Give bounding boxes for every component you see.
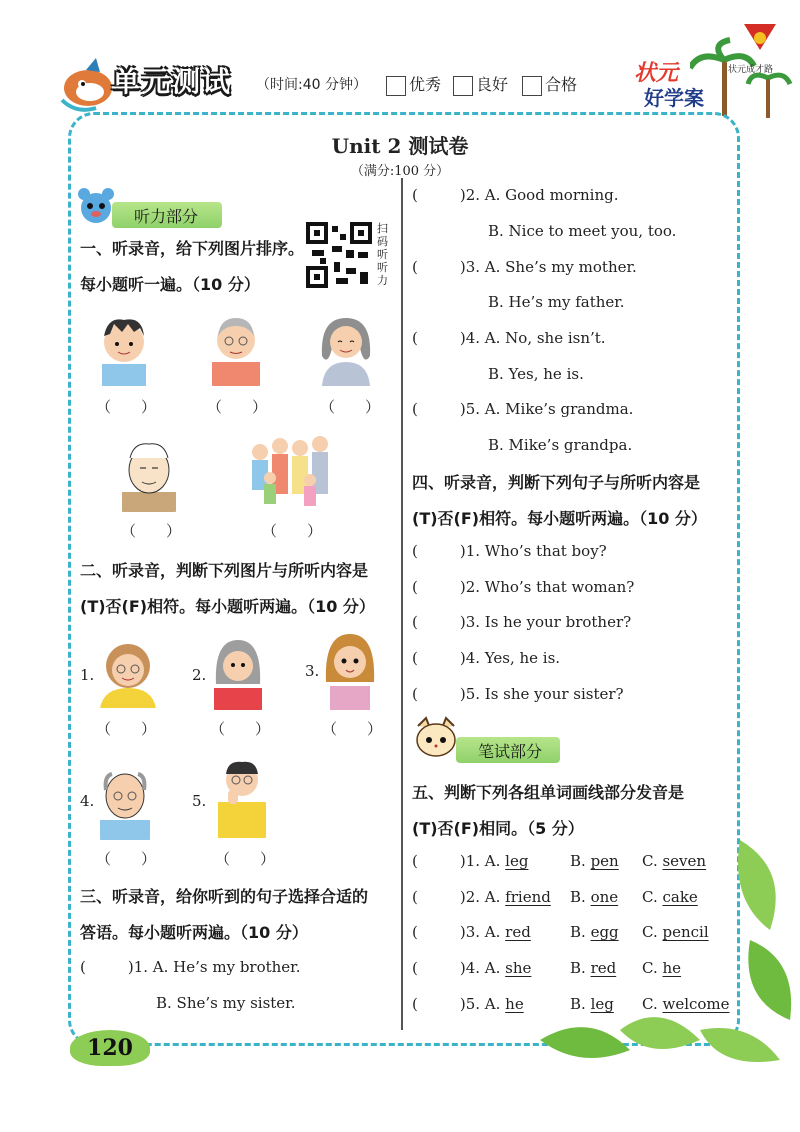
listening-section-label: 听力部分	[112, 202, 222, 228]
brand-logo-bottom: 好学案	[644, 86, 704, 110]
writing-section-label: 笔试部分	[456, 737, 560, 763]
checkbox[interactable]	[522, 76, 542, 96]
part5-row-1: ( )1. A. leg	[412, 852, 529, 870]
part2-instruction-2: (T)否(F)相符。每小题听两遍。（10 分）	[80, 597, 375, 616]
qr-label: 扫 码 听 听 力	[377, 222, 388, 287]
grade-excellent[interactable]: 优秀	[386, 72, 441, 96]
bear-mascot-icon	[76, 186, 116, 226]
brand-logo-top: 状元	[634, 61, 679, 86]
answer-blank[interactable]: （ ）	[96, 720, 157, 738]
item-number: 4.	[80, 792, 95, 810]
brand-badge: 状元成才路	[728, 65, 774, 75]
part5-row-4-b: B. red	[570, 959, 617, 977]
old-man-picture	[96, 764, 154, 840]
part5-row-3-c: C. pencil	[642, 923, 709, 941]
woman-picture	[316, 312, 376, 386]
grandpa-picture	[118, 436, 180, 512]
part5-row-3-b: B. egg	[570, 923, 619, 941]
part4-item-3: ( )3. Is he your brother?	[412, 613, 632, 631]
part1-instruction-2: 每小题听一遍。（10 分）	[80, 275, 260, 294]
part5-row-2: ( )2. A. friend	[412, 888, 551, 906]
item-number: 3.	[305, 662, 320, 680]
answer-blank[interactable]: （ ）	[96, 850, 157, 868]
part1-instruction: 一、听录音，给下列图片排序。	[80, 239, 305, 258]
item-number: 2.	[192, 666, 207, 684]
part5-instruction: 五、判断下列各组单词画线部分发音是	[412, 783, 685, 802]
part5-row-5-c: C. welcome	[642, 995, 730, 1013]
part3-item-3: ( )3. A. She’s my mother.	[412, 258, 637, 276]
boy-picture	[96, 312, 152, 386]
mother-picture	[210, 634, 266, 710]
column-divider	[401, 178, 403, 1030]
part3-item-1-b: B. She’s my sister.	[156, 994, 296, 1012]
part5-row-5-b: B. leg	[570, 995, 614, 1013]
answer-blank[interactable]: （ ）	[207, 398, 268, 416]
grade-pass[interactable]: 合格	[522, 72, 577, 96]
grade-good[interactable]: 良好	[453, 72, 508, 96]
answer-blank[interactable]: （ ）	[322, 720, 383, 738]
part3-item-1: ( )1. A. He’s my brother.	[80, 958, 301, 976]
cat-mascot-icon	[412, 716, 460, 762]
checkbox[interactable]	[386, 76, 406, 96]
part2-instruction: 二、听录音，判断下列图片与所听内容是	[80, 561, 369, 580]
part5-row-2-b: B. one	[570, 888, 619, 906]
part3-item-2: ( )2. A. Good morning.	[412, 186, 619, 204]
item-number: 5.	[192, 792, 207, 810]
leaf-decoration-icon	[500, 830, 800, 1070]
time-limit: （时间:40 分钟）	[256, 77, 367, 93]
item-number: 1.	[80, 666, 95, 684]
unit-test-title: 单元测试	[112, 65, 233, 98]
answer-blank[interactable]: （ ）	[262, 522, 323, 540]
full-score: （满分:100 分）	[350, 164, 450, 179]
man-picture	[208, 310, 264, 386]
qr-code-icon[interactable]	[306, 222, 372, 288]
part5-row-4: ( )4. A. she	[412, 959, 532, 977]
part4-instruction-2: (T)否(F)相符。每小题听两遍。（10 分）	[412, 509, 707, 528]
answer-blank[interactable]: （ ）	[121, 522, 182, 540]
part5-row-4-c: C. he	[642, 959, 682, 977]
part5-row-2-c: C. cake	[642, 888, 698, 906]
page-number: 120	[70, 1030, 150, 1066]
part3-item-3-b: B. He’s my father.	[488, 293, 625, 311]
part3-item-4-b: B. Yes, he is.	[488, 365, 584, 383]
part3-instruction-2: 答语。每小题听两遍。（10 分）	[80, 923, 308, 942]
part4-item-1: ( )1. Who’s that boy?	[412, 542, 607, 560]
part5-instruction-2: (T)否(F)相同。（5 分）	[412, 819, 584, 838]
page-title: Unit 2 测试卷	[331, 134, 469, 158]
answer-blank[interactable]: （ ）	[215, 850, 276, 868]
answer-blank[interactable]: （ ）	[96, 398, 157, 416]
man-waving-picture	[210, 756, 274, 838]
girl-picture	[322, 630, 378, 710]
part5-row-1-c: C. seven	[642, 852, 707, 870]
part4-item-5: ( )5. Is she your sister?	[412, 685, 624, 703]
answer-blank[interactable]: （ ）	[320, 398, 381, 416]
grandma-picture	[96, 636, 160, 708]
checkbox[interactable]	[453, 76, 473, 96]
answer-blank[interactable]: （ ）	[210, 720, 271, 738]
part3-item-2-b: B. Nice to meet you, too.	[488, 222, 677, 240]
part5-row-3: ( )3. A. red	[412, 923, 531, 941]
part4-instruction: 四、听录音，判断下列句子与所听内容是	[412, 473, 701, 492]
part4-item-2: ( )2. Who’s that woman?	[412, 578, 635, 596]
part3-item-5-b: B. Mike’s grandpa.	[488, 436, 633, 454]
part3-instruction: 三、听录音，给你听到的句子选择合适的	[80, 887, 369, 906]
part5-row-5: ( )5. A. he	[412, 995, 524, 1013]
family-picture	[240, 430, 340, 510]
part3-item-4: ( )4. A. No, she isn’t.	[412, 329, 606, 347]
part3-item-5: ( )5. A. Mike’s grandma.	[412, 400, 634, 418]
part4-item-4: ( )4. Yes, he is.	[412, 649, 561, 667]
part5-row-1-b: B. pen	[570, 852, 619, 870]
